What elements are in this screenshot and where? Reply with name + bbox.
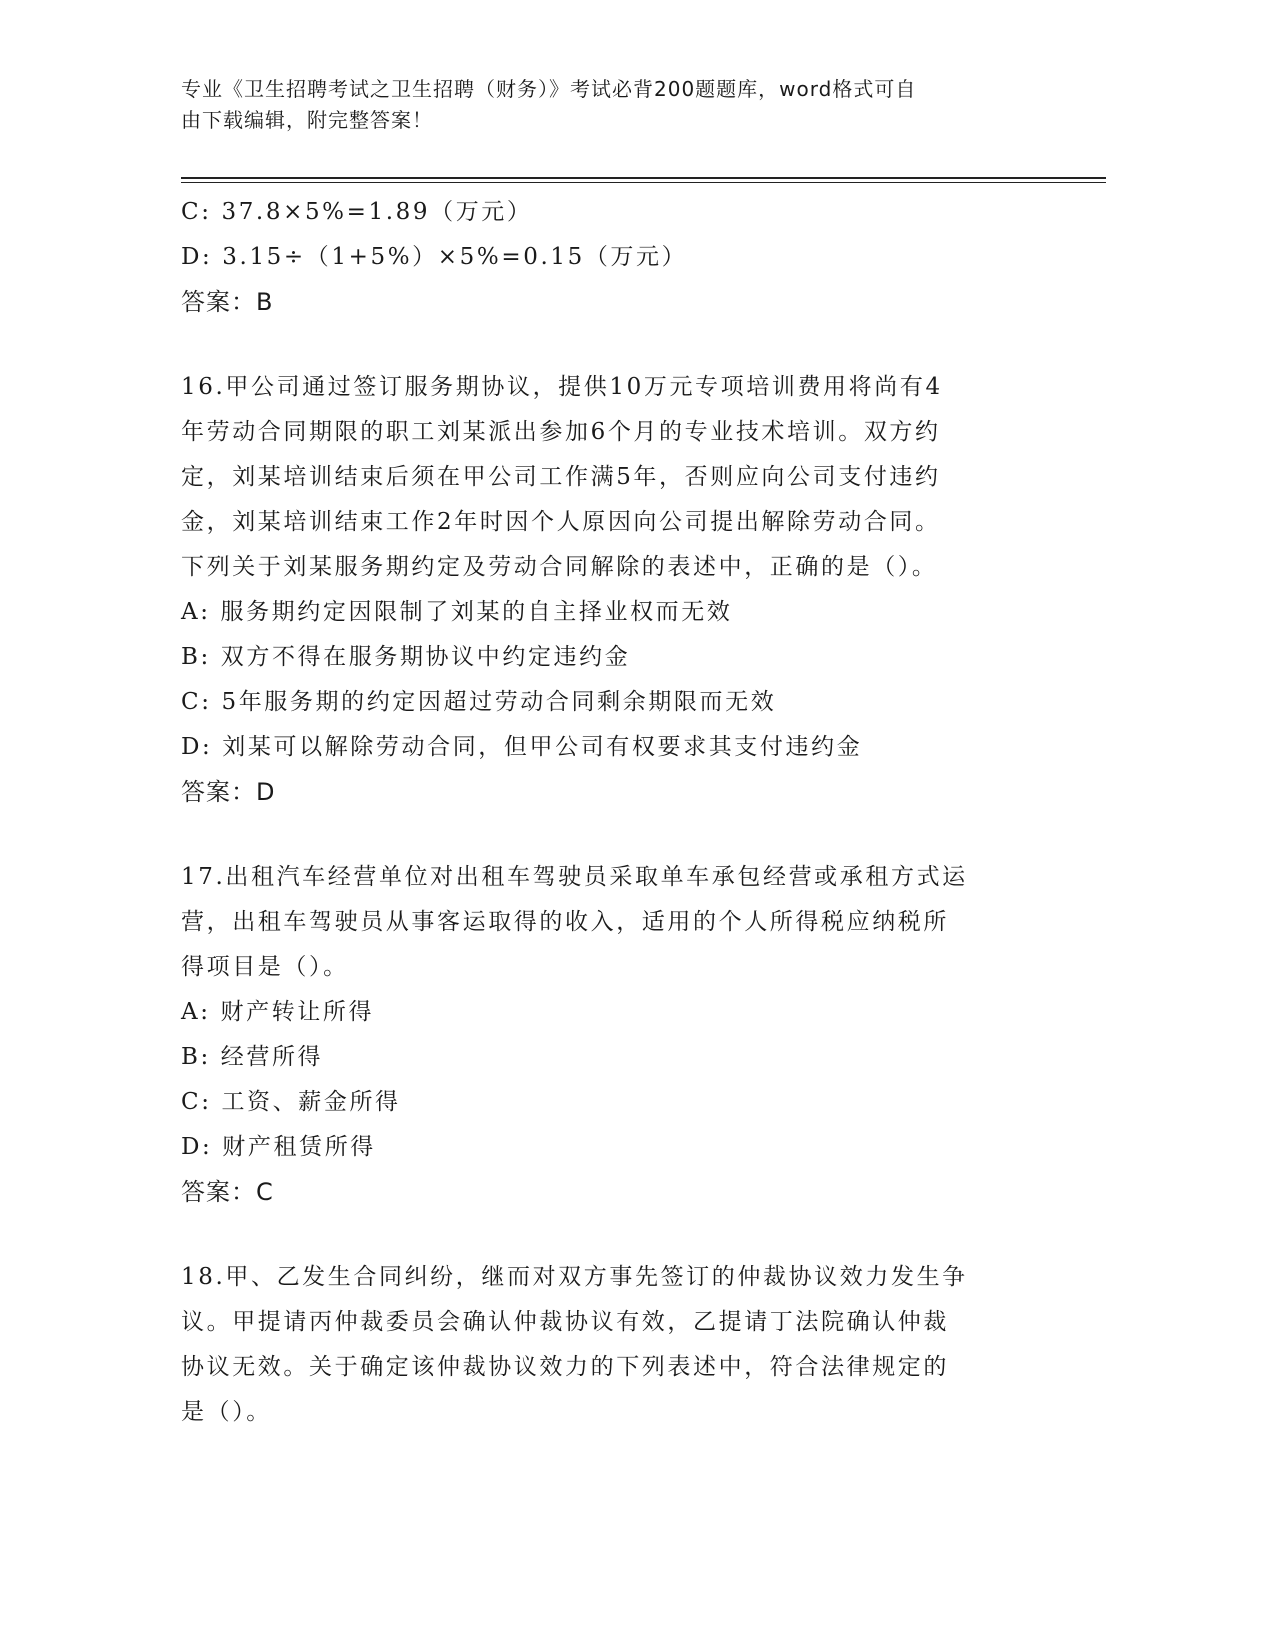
- option-b: B: 双方不得在服务期协议中约定违约金: [181, 644, 631, 670]
- answer: 答案：B: [181, 288, 274, 316]
- question-16: [181, 365, 1071, 815]
- question-stem-line: 定，刘某培训结束后须在甲公司工作满5年，否则应向公司支付违约: [181, 464, 941, 490]
- option-b: B: 经营所得: [181, 1044, 324, 1070]
- answer: 答案：C: [181, 1178, 274, 1206]
- question-stem-line: 协议无效。关于确定该仲裁协议效力的下列表述中，符合法律规定的: [181, 1354, 949, 1380]
- header-divider: [181, 177, 1106, 179]
- question-stem-line: 得项目是（）。: [181, 954, 349, 980]
- question-stem-line: 年劳动合同期限的职工刘某派出参加6个月的专业技术培训。双方约: [181, 419, 941, 445]
- spacer: [181, 815, 1071, 855]
- option-a: A: 服务期约定因限制了刘某的自主择业权而无效: [181, 599, 733, 625]
- spacer: [181, 325, 1071, 365]
- option-a: A: 财产转让所得: [181, 999, 375, 1025]
- option-d: D: 3.15÷（1+5%）×5%=0.15（万元）: [181, 244, 688, 270]
- option-d: D: 刘某可以解除劳动合同，但甲公司有权要求其支付违约金: [181, 734, 863, 760]
- question-stem-line: 下列关于刘某服务期约定及劳动合同解除的表述中，正确的是（）。: [181, 554, 938, 580]
- question-stem-line: 17.出租汽车经营单位对出租车驾驶员采取单车承包经营或承租方式运: [181, 864, 968, 890]
- document-body: [181, 190, 1071, 1435]
- header-line-1: 专业《卫生招聘考试之卫生招聘（财务）》考试必背200题题库，word格式可自: [181, 77, 917, 101]
- question-stem-line: 议。甲提请丙仲裁委员会确认仲裁协议有效，乙提请丁法院确认仲裁: [181, 1309, 949, 1335]
- question-stem-line: 金，刘某培训结束工作2年时因个人原因向公司提出解除劳动合同。: [181, 509, 941, 535]
- question-stem-line: 营，出租车驾驶员从事客运取得的收入，适用的个人所得税应纳税所: [181, 909, 949, 935]
- question-18: [181, 1255, 1071, 1435]
- answer: 答案：D: [181, 778, 276, 806]
- option-d: D: 财产租赁所得: [181, 1134, 376, 1160]
- question-15-tail: [181, 190, 1071, 325]
- question-stem-line: 16.甲公司通过签订服务期协议，提供10万元专项培训费用将尚有4: [181, 374, 943, 400]
- question-stem-line: 18.甲、乙发生合同纠纷，继而对双方事先签订的仲裁协议效力发生争: [181, 1264, 968, 1290]
- question-17: [181, 855, 1071, 1215]
- header-line-2: 由下载编辑，附完整答案！: [181, 108, 433, 132]
- option-c: C: 37.8×5%=1.89（万元）: [181, 199, 533, 225]
- page-header: [181, 74, 1061, 136]
- spacer: [181, 1215, 1071, 1255]
- option-c: C: 工资、薪金所得: [181, 1089, 401, 1115]
- header-divider-thin: [181, 182, 1106, 183]
- question-stem-line: 是（）。: [181, 1399, 272, 1425]
- option-c: C: 5年服务期的约定因超过劳动合同剩余期限而无效: [181, 689, 777, 715]
